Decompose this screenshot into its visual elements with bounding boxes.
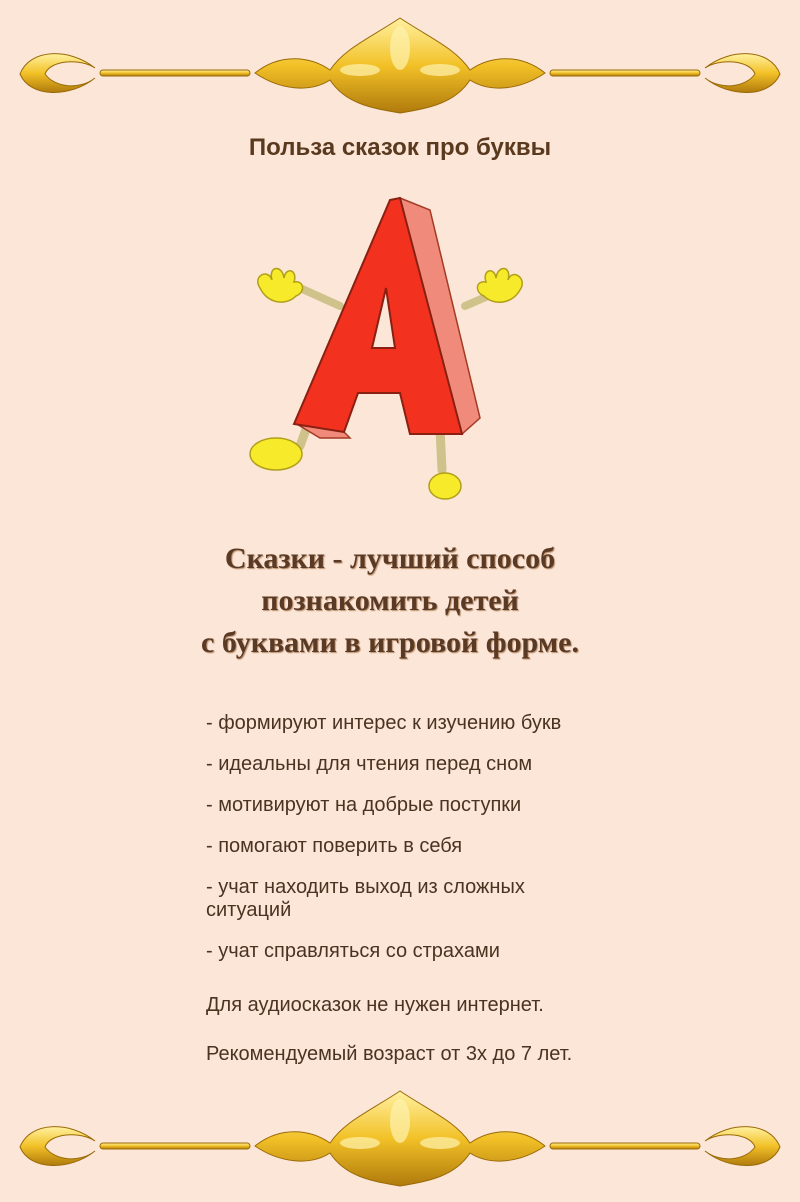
bottom-ornament-icon <box>0 1085 800 1195</box>
tagline-line-2: познакомить детей <box>261 584 519 617</box>
benefits-list <box>206 712 596 981</box>
offline-note: Для аудиосказок не нужен интернет. <box>206 994 544 1016</box>
list-item: - мотивируют на добрые поступки <box>206 794 522 816</box>
list-item: - помогают поверить в себя <box>206 835 463 857</box>
age-note: Рекомендуемый возраст от 3х до 7 лет. <box>206 1043 573 1065</box>
list-item: - учат находить выход из сложных ситуаций <box>206 876 525 921</box>
list-item: - формируют интерес к изучению букв <box>206 712 562 734</box>
tagline <box>0 538 780 664</box>
page-title: Польза сказок про буквы <box>248 134 552 161</box>
letter-a-mascot-icon <box>240 188 540 508</box>
list-item: - идеальны для чтения перед сном <box>206 753 533 775</box>
tagline-line-3: с буквами в игровой форме. <box>201 626 579 659</box>
tagline-line-1: Сказки - лучший способ <box>224 542 556 575</box>
list-item: - учат справляться со страхами <box>206 940 500 962</box>
top-ornament-icon <box>0 8 800 118</box>
